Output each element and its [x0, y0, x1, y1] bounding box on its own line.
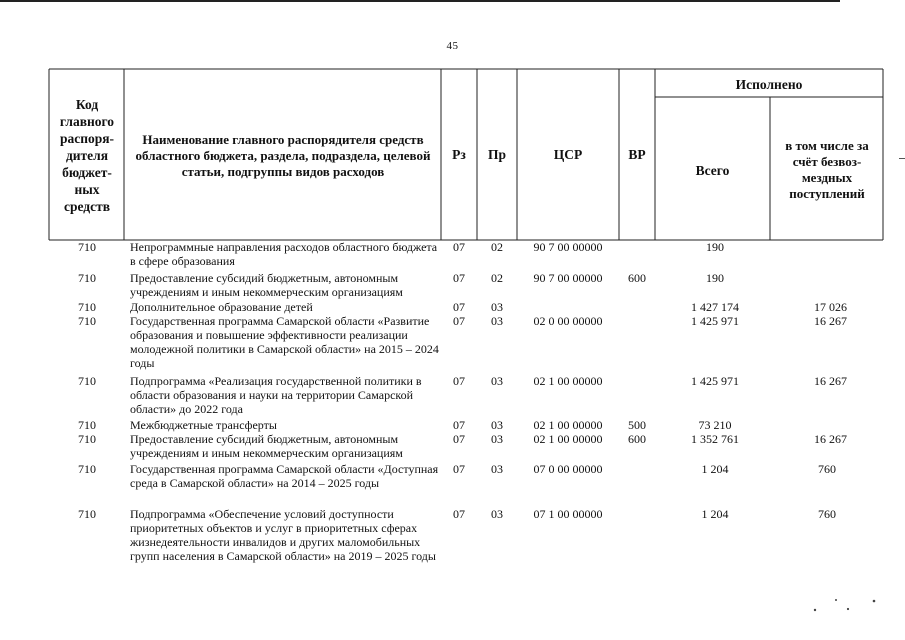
table-row-csr: 90 7 00 00000	[533, 240, 603, 254]
table-row-csr: 02 1 00 00000	[533, 374, 603, 388]
table-row-total: 1 425 971	[691, 374, 739, 388]
table-row-pr: 03	[491, 374, 503, 388]
header-incl: в том числе за счёт безвоз-мездных поступлений	[785, 138, 869, 201]
table-row-rz: 07	[453, 507, 465, 521]
table-row-rz: 07	[453, 314, 465, 328]
table-row-pr: 02	[491, 271, 503, 285]
table-row-incl: 760	[818, 507, 836, 521]
table-row-rz: 07	[453, 462, 465, 476]
page-number: 45	[446, 40, 459, 52]
header-csr: ЦСР	[553, 146, 583, 162]
table-row-rz: 07	[453, 432, 465, 446]
table-row-code: 710	[78, 271, 96, 285]
header-name: Наименование главного распорядителя средств областного бюджета, раздела, подраздела, целевой статьи, подгруппы видов расходов	[135, 132, 431, 179]
table-row-pr: 03	[491, 314, 503, 328]
table-row-code: 710	[78, 507, 96, 521]
table-row-total: 1 425 971	[691, 314, 739, 328]
table-row-code: 710	[78, 432, 96, 446]
table-row-code: 710	[78, 314, 96, 328]
scan-specks	[810, 596, 890, 616]
header-pr: Пр	[487, 146, 506, 162]
table-row-code: 710	[78, 300, 96, 314]
table-row-incl: 760	[818, 462, 836, 476]
table-row-csr: 90 7 00 00000	[533, 271, 603, 285]
table-row-csr: 07 1 00 00000	[533, 507, 603, 521]
table-row-vr: 600	[628, 432, 646, 446]
table-row-total: 190	[706, 271, 724, 285]
table-row-pr: 03	[491, 507, 503, 521]
table-row-rz: 07	[453, 240, 465, 254]
table-row-name: Непрограммные направления расходов областного бюджета в сфере образования	[130, 240, 438, 268]
table-row-csr: 02 1 00 00000	[533, 418, 603, 432]
table-row-total: 190	[706, 240, 724, 254]
table-row-code: 710	[78, 240, 96, 254]
table-row-rz: 07	[453, 374, 465, 388]
table-row-incl: 16 267	[814, 432, 847, 446]
table-row-code: 710	[78, 374, 96, 388]
table-row-csr: 07 0 00 00000	[533, 462, 603, 476]
table-row-name: Подпрограмма «Реализация государственной политики в области образования и науки на территории Самарской области» до 2022 года	[130, 374, 422, 416]
table-row-name: Предоставление субсидий бюджетным, автономным учреждениям и иным некоммерческим организациям	[130, 432, 403, 460]
table-row-incl: 16 267	[814, 314, 847, 328]
header-executed: Исполнено	[735, 76, 803, 92]
table-row-vr: 600	[628, 271, 646, 285]
table-row-csr: 02 0 00 00000	[533, 314, 603, 328]
table-row-code: 710	[78, 462, 96, 476]
table-row-total: 1 204	[701, 507, 729, 521]
table-row-pr: 02	[491, 240, 503, 254]
table-row-name: Дополнительное образование детей	[130, 300, 313, 314]
header-code: Код главного распоря-дителя бюджет-ных средств	[59, 96, 115, 214]
table-row-rz: 07	[453, 418, 465, 432]
table-row-name: Подпрограмма «Обеспечение условий доступности приоритетных объектов и услуг в приоритетных сферах жизнедеятельности инвалидов и других маломобильных групп населения в Самарской области» на 2019 – 2025 годы	[130, 507, 436, 563]
table-row-name: Государственная программа Самарской области «Доступная среда в Самарской области» на 2014 – 2025 годы	[130, 462, 439, 490]
table-row-incl: 16 267	[814, 374, 847, 388]
header-vr: ВР	[628, 146, 646, 162]
table-row-pr: 03	[491, 432, 503, 446]
table-row-pr: 03	[491, 418, 503, 432]
table-row-name: Предоставление субсидий бюджетным, автономным учреждениям и иным некоммерческим организациям	[130, 271, 403, 299]
table-row-total: 1 427 174	[691, 300, 739, 314]
table-row-incl: 17 026	[814, 300, 847, 314]
table-row-rz: 07	[453, 271, 465, 285]
table-row-vr: 500	[628, 418, 646, 432]
header-total: Всего	[695, 162, 730, 178]
table-row-name: Межбюджетные трансферты	[130, 418, 277, 432]
table-row-total: 1 204	[701, 462, 729, 476]
table-row-name: Государственная программа Самарской области «Развитие образования и повышение эффективности реализации молодежной политики в Самарской области» на 2015 – 2024 годы	[130, 314, 439, 370]
table-row-rz: 07	[453, 300, 465, 314]
table-row-code: 710	[78, 418, 96, 432]
table-row-pr: 03	[491, 300, 503, 314]
table-row-total: 1 352 761	[691, 432, 739, 446]
table-row-total: 73 210	[698, 418, 732, 432]
table-row-pr: 03	[491, 462, 503, 476]
header-rz: Рз	[452, 146, 466, 162]
table-row-csr: 02 1 00 00000	[533, 432, 603, 446]
